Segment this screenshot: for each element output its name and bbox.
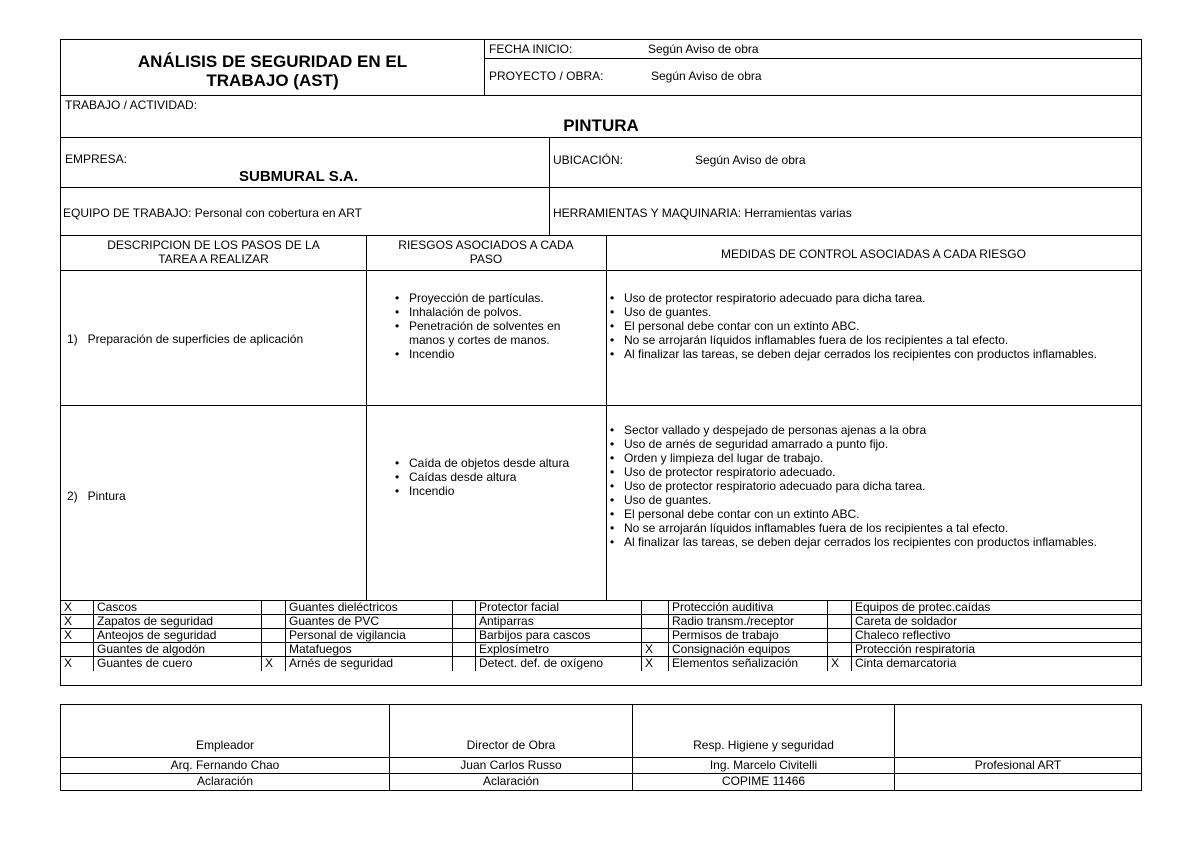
equipo-text: EQUIPO DE TRABAJO: Personal con cobertura en ART [63, 206, 363, 220]
header-medidas: MEDIDAS DE CONTROL ASOCIADAS A CADA RIESGO [721, 247, 1026, 261]
equipment-label: Barbijos para cascos [476, 629, 642, 642]
step-row-1 [61, 270, 1141, 405]
equipment-check [453, 615, 476, 628]
equipment-check: X [61, 657, 94, 671]
equipment-label: Anteojos de seguridad [94, 629, 262, 642]
equipment-check [453, 629, 476, 642]
form-title-line1: ANÁLISIS DE SEGURIDAD EN EL [137, 52, 408, 71]
equipment-label: Careta de soldador [855, 615, 958, 628]
medida-item: • No se arrojarán líquidos inflamables fuera de los recipientes a tal efecto. [608, 521, 1138, 535]
equipment-check [262, 615, 286, 628]
empresa-label: EMPRESA: [65, 152, 128, 166]
signature-name: Ing. Marcelo Civitelli [633, 758, 895, 773]
step-2-medidas [608, 423, 1138, 549]
signature-footer [895, 774, 1141, 790]
equipment-row [61, 643, 1141, 657]
ast-form [60, 39, 1142, 686]
medida-item: • Uso de protector respiratorio adecuado para dicha tarea. [608, 291, 1138, 305]
step-row-2 [61, 405, 1141, 600]
signature-role: Empleador [61, 705, 390, 757]
medida-item: • Sector vallado y despejado de personas ajenas a la obra [608, 423, 1138, 437]
equipment-label: Arnés de seguridad [286, 657, 453, 671]
equipment-label: Explosímetro [476, 643, 642, 656]
equipment-checklist [61, 600, 1141, 686]
equipment-label: Detect. def. de oxígeno [476, 657, 642, 671]
equipment-label: Guantes de algodón [94, 643, 262, 656]
trabajo-value: PINTURA [563, 116, 639, 135]
step-1-medidas [608, 291, 1138, 361]
proyecto-label: PROYECTO / OBRA: [489, 69, 604, 83]
equipment-check [828, 615, 852, 628]
equipment-check [262, 629, 286, 642]
equipment-label: Guantes de PVC [286, 615, 453, 628]
equipment-label: Equipos de protec.caídas [855, 601, 991, 614]
equipment-check: X [61, 601, 94, 614]
header-right [484, 40, 1142, 95]
signature-footer: Aclaración [61, 774, 390, 790]
equipment-check [453, 657, 476, 671]
equipment-check: X [61, 629, 94, 642]
medida-item: • El personal debe contar con un extinto ABC. [608, 507, 1138, 521]
equipo-row [61, 187, 1141, 235]
signature-name: Arq. Fernando Chao [61, 758, 390, 773]
equipment-check [642, 615, 669, 628]
empresa-row [61, 137, 1141, 187]
medida-item: • No se arrojarán líquidos inflamables fuera de los recipientes a tal efecto. [608, 333, 1138, 347]
trabajo-label: TRABAJO / ACTIVIDAD: [65, 98, 198, 112]
equipment-check: X [642, 643, 669, 656]
trabajo-row [61, 95, 1141, 137]
equipment-label: Protector facial [476, 601, 642, 614]
equipment-label: Protección respiratoria [855, 643, 976, 656]
signatures-table [60, 704, 1142, 791]
medida-item: • Uso de guantes. [608, 493, 1138, 507]
step-2-riesgos [393, 456, 588, 498]
equipment-label: Zapatos de seguridad [94, 615, 262, 628]
equipment-label: Radio transm./receptor [669, 615, 828, 628]
medida-item: • Orden y limpieza del lugar de trabajo. [608, 451, 1138, 465]
medida-item: • El personal debe contar con un extinto ABC. [608, 319, 1138, 333]
signature-name: Profesional ART [974, 758, 1062, 772]
riesgo-item: • Incendio [393, 347, 593, 361]
ubicacion-label: UBICACIÓN: [553, 153, 624, 167]
equipment-row [61, 615, 1141, 629]
riesgo-item: • Penetración de solventes en manos y cortes de manos. [393, 319, 593, 347]
medida-item: • Uso de arnés de seguridad amarrado a punto fijo. [608, 437, 1138, 451]
signature-role: Director de Obra [390, 705, 633, 757]
equipment-check [642, 629, 669, 642]
equipment-check [828, 643, 852, 656]
riesgo-item: • Proyección de partículas. [393, 291, 593, 305]
equipment-label: Matafuegos [286, 643, 453, 656]
equipment-label: Chaleco reflectivo [855, 629, 951, 642]
equipment-label: Personal de vigilancia [286, 629, 453, 642]
fecha-value: Según Aviso de obra [648, 42, 759, 56]
signature-role [895, 705, 1141, 757]
riesgo-item: • Inhalación de polvos. [393, 305, 593, 319]
equipment-check [453, 601, 476, 614]
equipment-label: Consignación equipos [669, 643, 828, 656]
equipment-label: Guantes dieléctricos [286, 601, 453, 614]
equipment-check [453, 643, 476, 656]
equipment-label: Protección auditiva [669, 601, 828, 614]
signature-role: Resp. Higiene y seguridad [633, 705, 895, 757]
equipment-check [828, 601, 852, 614]
equipment-label: Permisos de trabajo [669, 629, 828, 642]
equipment-label: Elementos señalización [669, 657, 828, 671]
form-title [61, 40, 484, 95]
equipment-check: X [262, 657, 286, 671]
medida-item: • Al finalizar las tareas, se deben dejar cerrados los recipientes con productos inflamables. [608, 535, 1138, 549]
equipment-label: Cascos [94, 601, 262, 614]
equipment-check [828, 629, 852, 642]
riesgo-item: • Caída de objetos desde altura [393, 456, 588, 470]
fecha-label: FECHA INICIO: [489, 42, 573, 56]
riesgo-item: • Incendio [393, 484, 588, 498]
header-riesgos: RIESGOS ASOCIADOS A CADA PASO [398, 238, 574, 266]
equipment-check: X [828, 657, 852, 671]
equipment-check: X [61, 615, 94, 628]
medida-item: • Uso de protector respiratorio adecuado para dicha tarea. [608, 479, 1138, 493]
ubicacion-value: Según Aviso de obra [695, 153, 806, 167]
equipment-row [61, 601, 1141, 615]
equipment-check [61, 643, 94, 656]
signature-names-row [61, 758, 1141, 774]
empresa-value: SUBMURAL S.A. [239, 168, 358, 185]
equipment-check: X [642, 657, 669, 671]
equipment-row [61, 629, 1141, 643]
signature-roles-row [61, 705, 1141, 758]
medida-item: • Uso de protector respiratorio adecuado. [608, 465, 1138, 479]
equipment-label: Guantes de cuero [94, 657, 262, 671]
medida-item: • Uso de guantes. [608, 305, 1138, 319]
step-1-paso: 1) Preparación de superficies de aplicación [67, 332, 304, 346]
equipment-check [262, 643, 286, 656]
form-title-line2: TRABAJO (AST) [206, 71, 339, 90]
riesgo-item: • Caídas desde altura [393, 470, 588, 484]
herramientas-text: HERRAMIENTAS Y MAQUINARIA: Herramientas varias [553, 206, 852, 220]
signature-footer: Aclaración [390, 774, 633, 790]
column-headers [61, 235, 1141, 270]
equipment-check [262, 601, 286, 614]
equipment-label: Cinta demarcatoria [855, 657, 957, 670]
step-2-paso: 2) Pintura [67, 489, 126, 503]
step-1-riesgos [393, 291, 593, 361]
header-pasos: DESCRIPCION DE LOS PASOS DE LA TAREA A REALIZAR [107, 238, 320, 266]
signature-footer: COPIME 11466 [633, 774, 895, 790]
equipment-label: Antiparras [476, 615, 642, 628]
signature-name: Juan Carlos Russo [390, 758, 633, 773]
proyecto-value: Según Aviso de obra [651, 69, 762, 83]
signature-footer-row [61, 774, 1141, 790]
medida-item: • Al finalizar las tareas, se deben dejar cerrados los recipientes con productos inflamables. [608, 347, 1138, 361]
equipment-check [642, 601, 669, 614]
equipment-row [61, 657, 1141, 671]
